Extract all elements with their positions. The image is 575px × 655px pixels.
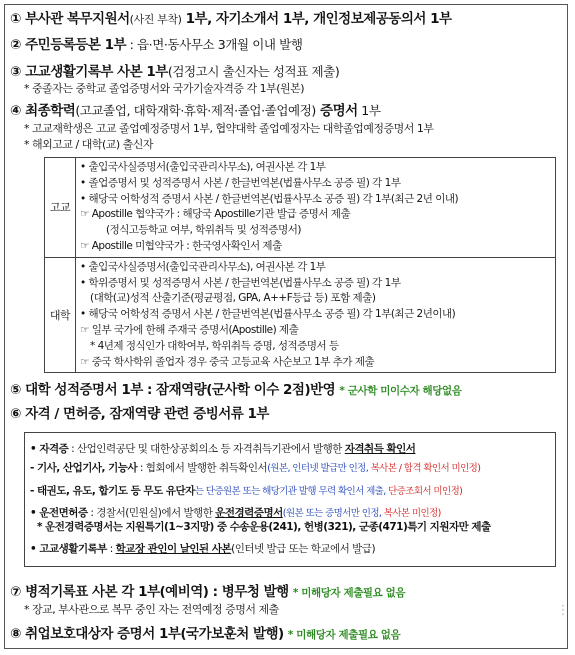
item-7-note: * 미해당자 제출필요 없음 — [292, 587, 406, 599]
list-item: • 출입국사실증명서(출입국관리사무소), 여권사본 각 1부 — [80, 161, 326, 173]
box-label: • 고교생활기록부 — [30, 543, 107, 555]
item-5 — [10, 382, 461, 398]
list-item: (정식고등학교 여부, 학위취득 및 성적증명서) — [106, 224, 301, 237]
list-item: ☞ Apostille 협약국가 : 해당국 Apostille기관 발급 증명서 제출 — [80, 208, 351, 221]
item-3-title: 고교생활기록부 사본 1부 — [25, 64, 168, 80]
item-5-number: ⑤ — [10, 382, 21, 398]
box-line-1 — [30, 443, 415, 456]
box-line-5: * 운전경력증명서는 지원특기(1~3지망) 중 수송운용(241), 헌병(321), 군종(471)특기 지원자만 제출 — [37, 521, 491, 533]
item-3-rest: (검정고시 출신자는 성적표 제출) — [167, 64, 340, 79]
list-item: * 4년제 정식인가 대학여부, 학위취득 증명, 성적증명서 등 — [90, 339, 339, 352]
box-label: - 기사, 산업기사, 기능사 — [30, 462, 138, 474]
box-emph: 자격취득 확인서 — [344, 443, 416, 455]
overseas-docs-table — [44, 157, 556, 373]
list-item: • 출입국사실증명서(출입국관리사무소), 여권사본 각 1부 — [80, 260, 326, 273]
box-emph: 운전경력증명서 — [215, 507, 283, 519]
item-5-paren: (군사학 이수 2점) — [206, 382, 311, 398]
item-5-rest: 반영 — [310, 382, 336, 398]
box-emph: 학교장 관인이 날인된 사본 — [115, 543, 232, 555]
box-warning: 복사본 미인정) — [383, 508, 441, 519]
box-label: • 자격증 — [30, 443, 69, 455]
item-1 — [10, 11, 452, 27]
uni-label: 대학 — [45, 257, 76, 373]
item-4-cert: 증명서 — [315, 103, 358, 119]
list-item: • 학위증명서 및 성적증명서 사본 / 한글번역본(법률사무소 공증 필) 각 1부 — [80, 276, 401, 289]
item-1-rest: 1부, 자기소개서 1부, 개인정보제공동의서 1부 — [181, 11, 452, 27]
box-note: (원본, 인터넷 발급만 인정, — [267, 463, 371, 474]
certificate-box — [24, 432, 556, 567]
item-5-note: * 군사학 미이수자 해당없음 — [339, 385, 462, 397]
item-8 — [10, 626, 400, 642]
item-4-title: 최종학력 — [25, 103, 76, 119]
item-4-count: 1부 — [357, 103, 381, 118]
item-3-sub: * 중졸자는 중학교 졸업증명서와 국가기술자격증 각 1부(원본) — [24, 82, 305, 95]
item-7-number: ⑦ — [10, 584, 21, 600]
box-warning: 단증조회서 미인정) — [388, 486, 463, 497]
box-text: (인터넷 발급 또는 학교에서 발급) — [231, 543, 376, 555]
item-8-number: ⑧ — [10, 626, 21, 642]
item-7-sub: * 장교, 부사관으로 복무 중인 자는 전역예정 증명서 제출 — [24, 603, 279, 616]
item-3-number: ③ — [10, 64, 21, 80]
item-2-rest: : 읍·면·동사무소 3개월 이내 발행 — [126, 37, 303, 52]
list-item: • 해당국 어학성적 증명서 사본 / 한글번역본(법률사무소 공증 필) 각 1부(최근 2년 이내) — [80, 192, 459, 205]
box-line-4 — [30, 507, 441, 520]
list-item: • 졸업증명서 및 성적증명서 사본 / 한글번역본(법률사무소 공증 필) 각 1부 — [80, 176, 401, 189]
table-row — [45, 158, 556, 258]
item-8-note: * 미해당자 제출필요 없음 — [287, 629, 401, 641]
box-note: (원본 또는 증명서만 인정, — [282, 508, 384, 519]
item-2-title: 주민등록등본 1부 — [25, 37, 127, 53]
item-4-number: ④ — [10, 103, 21, 119]
list-item: • 해당국 어학성적 증명서 사본 / 한글번역본(법률사무소 공증 필) 각 1부(최근 2년이내) — [80, 308, 456, 321]
box-text: : 산업인력공단 및 대한상공회의소 등 자격취득기관에서 발행한 — [68, 443, 345, 455]
box-line-3 — [30, 485, 462, 498]
box-text: : — [106, 543, 116, 555]
item-4 — [10, 103, 381, 119]
item-5-title: 대학 성적증명서 1부 : 잠재역량 — [25, 382, 207, 398]
list-item: ☞ 중국 학사학위 졸업자 경우 중국 고등교육 사순보고 1부 추가 제출 — [80, 355, 375, 368]
box-line-6 — [30, 543, 375, 556]
box-note: 는 단증원본 또는 해당기관 발행 무력 확인서 제출, — [194, 486, 389, 497]
scroll-handle-icon[interactable]: ⋮ — [556, 603, 570, 618]
list-item: (대학(교)성적 산출기준(평균평점, GPA, A++F등급 등) 포함 제출) — [90, 292, 376, 305]
item-6-number: ⑥ — [10, 406, 21, 422]
box-label: • 운전면허증 — [30, 507, 88, 519]
item-1-number: ① — [10, 11, 21, 27]
item-8-title: 취업보호대상자 증명서 1부(국가보훈처 발행) — [25, 626, 284, 642]
item-4-sub-1: * 고교재학생은 고교 졸업예정증명서 1부, 협약대학 졸업예정자는 대학졸업예정증명서 1부 — [24, 122, 434, 135]
item-4-paren: (고교졸업, 대학재학·휴학·제적·졸업·졸업예정) — [75, 103, 316, 118]
item-3 — [10, 64, 339, 80]
item-6-title: 자격 / 면허증, 잠재역량 관련 증빙서류 1부 — [25, 406, 269, 422]
box-text: : 경찰서(민원실)에서 발행한 — [87, 507, 216, 519]
uni-cell — [76, 257, 556, 373]
hs-label: 고교 — [45, 158, 76, 258]
item-2 — [10, 37, 303, 53]
item-4-sub-2: * 해외고교 / 대학(교) 출신자 — [24, 138, 154, 151]
box-warning: 복사본 / 합격 확인서 미인정) — [370, 463, 481, 474]
table-row — [45, 257, 556, 373]
item-7-title: 병적기록표 사본 각 1부(예비역) : 병무청 발행 — [25, 584, 289, 600]
hs-cell — [76, 158, 556, 258]
item-1-note: (사진 부착) — [129, 13, 182, 26]
item-7 — [10, 584, 405, 600]
box-line-2 — [30, 462, 480, 475]
list-item: ☞ Apostille 미협약국가 : 한국영사확인서 제출 — [80, 239, 282, 252]
item-6 — [10, 406, 269, 422]
box-text: : 협회에서 발행한 취득확인서 — [137, 462, 268, 474]
list-item: ☞ 일부 국가에 한해 주재국 증명서(Apostille) 제출 — [80, 323, 299, 336]
item-2-number: ② — [10, 37, 21, 53]
box-label: - 태권도, 유도, 합기도 등 무도 유단자 — [30, 485, 195, 497]
item-1-title: 부사관 복무지원서 — [25, 11, 130, 27]
